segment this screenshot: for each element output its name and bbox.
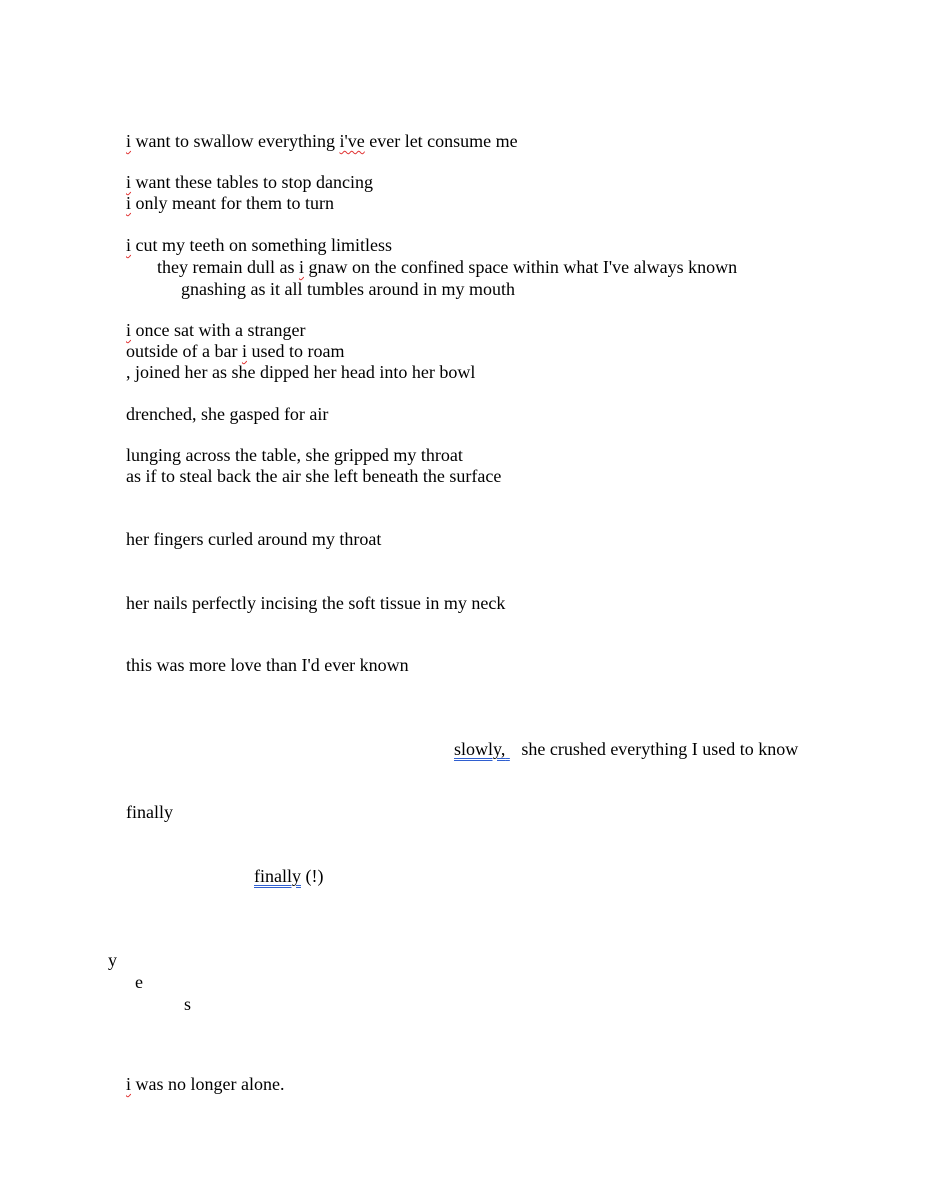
misspelled-word[interactable]: i xyxy=(126,235,132,255)
misspelled-word[interactable]: i xyxy=(126,1074,132,1094)
text-run: want these tables to stop dancing xyxy=(131,172,373,192)
poem-line-20 xyxy=(108,1051,284,1117)
misspelled-word[interactable]: i xyxy=(241,341,247,361)
text-run: this was more love than I'd ever known xyxy=(126,655,409,675)
text-run: as if to steal back the air she left beneath the surface xyxy=(126,466,502,486)
text-run: (!) xyxy=(301,866,324,886)
text-run: used to roam xyxy=(246,341,345,361)
text-run: drenched, she gasped for air xyxy=(126,404,329,424)
poem-line-17 xyxy=(108,779,173,845)
text-run: cut my teeth on something limitless xyxy=(131,235,392,255)
text-run: once sat with a stranger xyxy=(131,320,306,340)
text-run: only meant for them to turn xyxy=(131,193,334,213)
text-run: gnaw on the confined space within what I've always known xyxy=(303,257,738,277)
misspelled-word[interactable]: i xyxy=(126,172,132,192)
text-run: finally xyxy=(126,802,173,822)
poem-line-15 xyxy=(108,632,409,698)
text-run: want to swallow everything xyxy=(131,131,340,151)
text-run: was no longer alone. xyxy=(131,1074,285,1094)
grammar-flagged-word[interactable]: finally xyxy=(254,866,301,886)
text-run: she crushed everything I used to know xyxy=(521,739,799,759)
poem-line-13 xyxy=(108,506,381,572)
poem-line-19 xyxy=(108,927,208,1014)
text-run: , joined her as she dipped her head into her bowl xyxy=(126,362,476,382)
misspelled-word[interactable]: i xyxy=(298,257,304,277)
text-run: they remain dull as xyxy=(157,257,299,277)
text-run: s xyxy=(184,994,192,1014)
misspelled-word[interactable]: i xyxy=(126,131,132,151)
poem-line-18 xyxy=(236,843,323,909)
misspelled-word[interactable]: i xyxy=(126,320,132,340)
text-run: e xyxy=(135,972,143,992)
text-run: outside of a bar xyxy=(126,341,242,361)
poem-line-12 xyxy=(108,443,501,509)
text-run: y xyxy=(108,950,117,970)
grammar-flagged-word[interactable]: slowly, xyxy=(454,739,506,759)
poem-line-16 xyxy=(436,716,798,782)
misspelled-word[interactable]: i've xyxy=(339,131,365,151)
text-run: gnashing as it all tumbles around in my mouth xyxy=(181,279,515,299)
text-run: lunging across the table, she gripped my throat xyxy=(126,445,463,465)
misspelled-word[interactable]: i xyxy=(126,193,132,213)
text-run: ever let consume me xyxy=(364,131,518,151)
text-run: her fingers curled around my throat xyxy=(126,529,382,549)
text-run: her nails perfectly incising the soft tissue in my neck xyxy=(126,593,506,613)
poem-line-14 xyxy=(108,570,505,636)
